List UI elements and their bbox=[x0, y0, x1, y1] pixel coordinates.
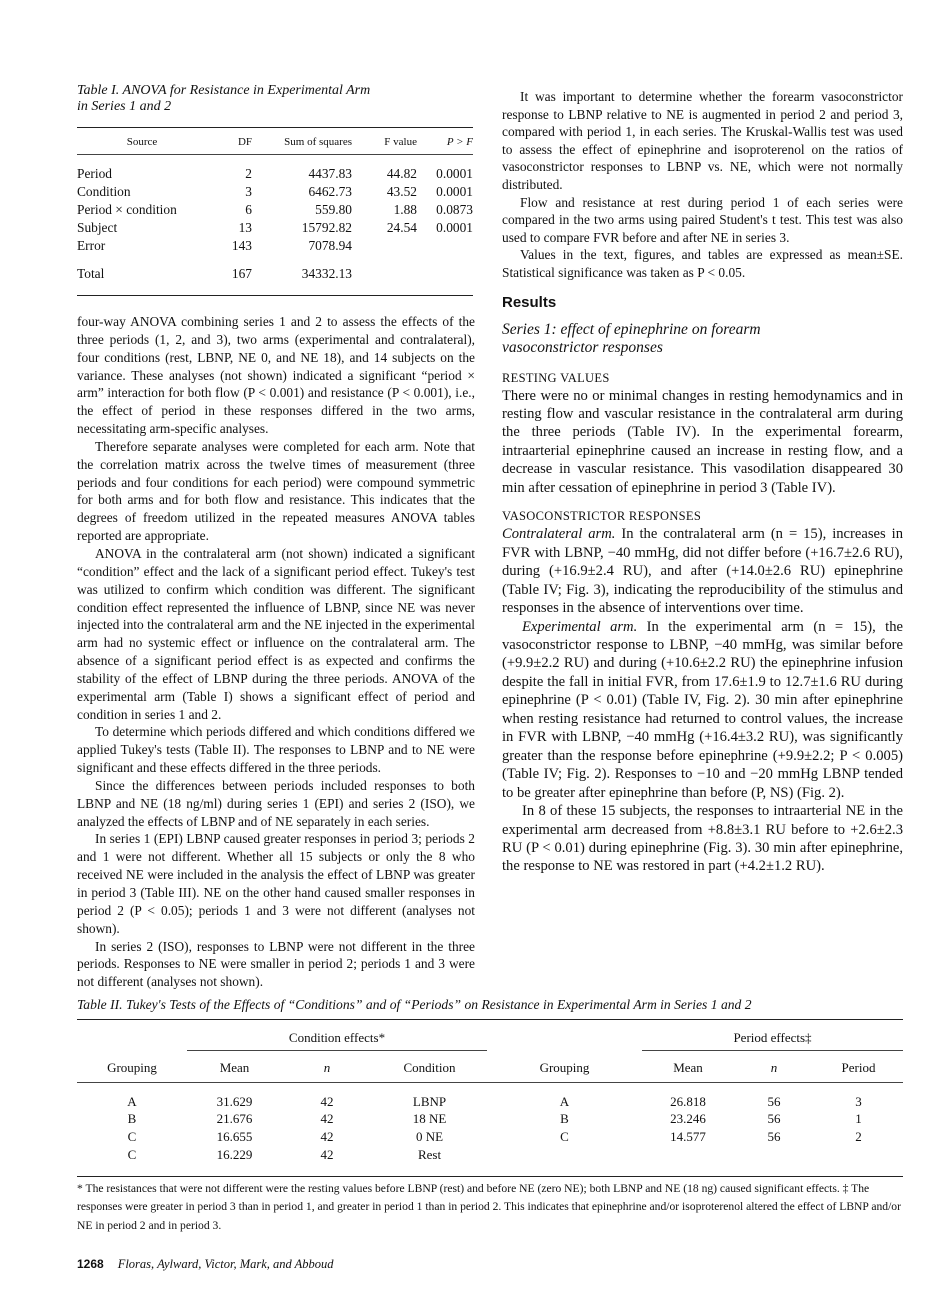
resting-values-heading: RESTING VALUES bbox=[502, 370, 610, 385]
paragraph: Values in the text, figures, and tables are expressed as mean±SE. Statistical significance was taken as P < 0.05. bbox=[502, 247, 903, 280]
table1-header: Source bbox=[77, 128, 207, 155]
table2 bbox=[77, 1019, 903, 1177]
resting-values-text: There were no or minimal changes in resting hemodynamics and in resting flow and vascular resistance in the contralateral arm during the three periods (Table IV). In the experimental forearm, intraarterial epinephrine caused an increase in resting flow, and a decrease in vascular resistance. This vasodilation disappeared 30 min after cessation of epinephrine in period 3 (Table IV). bbox=[502, 387, 903, 496]
table1-header: Sum of squares bbox=[252, 128, 352, 155]
table-row: A 31.629 42 LBNP A 26.818 56 3 bbox=[127, 1093, 862, 1109]
results-heading: Results bbox=[502, 293, 557, 311]
table-row: Error 143 7078.94 bbox=[77, 238, 352, 253]
table1-header: DF bbox=[207, 128, 252, 155]
paragraph: In series 2 (ISO), responses to LBNP were not different in the three periods. Responses to NE were smaller in period 2; periods 1 and 3 were not different (analyses not shown). bbox=[77, 938, 475, 990]
vasoconstrictor-heading: VASOCONSTRICTOR RESPONSES bbox=[502, 509, 702, 524]
paragraph: It was important to determine whether the forearm vasoconstrictor response to LBNP relative to NE is augmented in period 2 and period 3, compared with period 1, in each series. The Kruskal-Wallis test was used to assess the effect of epinephrine and isoproterenol on the ratios of vasoconstrictor responses to LBNP vs. NE, which were not normally distributed. bbox=[502, 89, 903, 192]
ne-paragraph: In 8 of these 15 subjects, the responses to intraarterial NE in the experimental arm decreased from +8.8±3.1 RU before to +2.6±2.3 RU (P < 0.01) during epinephrine (Fig. 3). 30 min after epinephrine, the response to NE was restored in part (+4.2±1.2 RU). bbox=[502, 803, 903, 875]
table2-block bbox=[77, 997, 903, 1235]
table-row: C 16.229 42 Rest bbox=[127, 1146, 442, 1162]
contralateral-paragraph: Contralateral arm. In the contralateral arm (n = 15), increases in FVR with LBNP, −40 mmHg, did not differ before (+16.7±2.6 RU), during (+16.9±2.4 RU), and after (+14.0±2.6 RU) epinephrine (Table IV; Fig. 3), indicating the reproducibility of the stimulus and responses in the absence of interventions over time. bbox=[502, 526, 903, 617]
paragraph: In series 1 (EPI) LBNP caused greater responses in period 3; periods 2 and 1 were not different. Whether all 15 subjects or only the 8 who received NE were included in the analysis the effect of LBNP was greater in period 3 (Table III). NE on the other hand caused smaller responses in period 2 (P < 0.05); periods 1 and 3 were not different (analyses not shown). bbox=[77, 831, 475, 936]
table1-header: F value bbox=[352, 128, 417, 155]
table-row: B 21.676 42 18 NE B 23.246 56 1 bbox=[127, 1111, 862, 1127]
table-total-row: Total 167 34332.13 bbox=[77, 266, 352, 281]
period-effects-label: Period effects‡ bbox=[642, 1020, 903, 1051]
table1-header-row bbox=[77, 128, 473, 155]
table1 bbox=[77, 127, 473, 296]
two-column-body bbox=[77, 83, 903, 991]
table1-caption: Table I. ANOVA for Resistance in Experimental Arm in Series 1 and 2 bbox=[77, 83, 371, 114]
left-column bbox=[77, 83, 475, 991]
table-row: Period × condition 6 559.80 1.88 0.0873 bbox=[77, 202, 473, 217]
table1-header: P > F bbox=[417, 128, 473, 155]
table-row: Subject 13 15792.82 24.54 0.0001 bbox=[77, 220, 473, 235]
table-row: Condition 3 6462.73 43.52 0.0001 bbox=[77, 184, 473, 199]
right-column-methods-text bbox=[502, 88, 903, 282]
condition-effects-label: Condition effects* bbox=[187, 1020, 487, 1051]
table2-footnote: * The resistances that were not different were the resting values before LBNP (rest) and before NE (zero NE); both LBNP and NE (18 ng) caused significant effects. ‡ The responses were greater in period 3 than in period 1, and greater in period 1 than in period 2. This indicates that epinephrine and/or isoproterenol altered the effect of LBNP and/or NE in period 2 and in period 3. bbox=[77, 1181, 901, 1232]
right-column bbox=[502, 83, 903, 876]
paragraph: ANOVA in the contralateral arm (not shown) indicated a significant “condition” effect and the lack of a significant period effect. Tukey's test was utilized to confirm which condition was different. The significant condition effect represented the influence of LBNP, since NE was never injected into the contralateral arm and the NE injected in the experimental arm had no systemic effect or influence on the contralateral arm. The absence of a significant period effect is as expected and confirms the stability of the effect of LBNP during the three periods. ANOVA of the experimental arm (Table I) shows a significant effect of period and condition in series 1 and 2. bbox=[77, 545, 475, 722]
vasoconstrictor-text bbox=[502, 525, 903, 876]
table2-caption: Table II. Tukey's Tests of the Effects of “Conditions” and of “Periods” on Resistance in Experimental Arm in Series 1 and 2 bbox=[77, 997, 752, 1013]
table-row: Period 2 4437.83 44.82 0.0001 bbox=[77, 166, 473, 181]
page-footer bbox=[77, 1257, 903, 1292]
series1-heading: Series 1: effect of epinephrine on forearm vasoconstrictor responses bbox=[502, 320, 761, 356]
paragraph: Since the differences between periods included responses to both LBNP and NE (18 ng/ml) during series 1 (EPI) and series 2 (ISO), we analyzed the effects of LBNP and of NE separately in each series. bbox=[77, 777, 475, 829]
table2-group-row bbox=[77, 1020, 903, 1051]
paragraph: Flow and resistance at rest during period 1 of each series were compared in the two arms using paired Student's t test. This test was also used to compare FVR before and after NE in series 3. bbox=[502, 194, 903, 245]
paragraph: To determine which periods differed and which conditions differed we applied Tukey's tests (Table II). The responses to LBNP and to NE were significant and these effects differed in the three periods. bbox=[77, 724, 475, 776]
paragraph: Therefore separate analyses were completed for each arm. Note that the correlation matrix across the twelve times of measurement (three periods and four conditions for each period) were compound symmetric for both arms and for both flow and resistance. This indicates that the degrees of freedom utilized in the repeated measures ANOVA tables reported are appropriate. bbox=[77, 438, 475, 544]
left-column-text bbox=[77, 313, 475, 991]
running-authors: Floras, Aylward, Victor, Mark, and Abboud bbox=[117, 1257, 334, 1272]
paragraph: four-way ANOVA combining series 1 and 2 to assess the effects of the three periods (1, 2, and 3), two arms (experimental and contralateral), four conditions (rest, LBNP, NE 0, and NE 18), and 14 subjects on the variance. These analyses (not shown) indicated a significant “period × arm” interaction for both flow (P < 0.001) and resistance (P < 0.001), i.e., the effect of period in these responses differed in the two arms, necessitating arm-specific analyses. bbox=[77, 314, 475, 437]
page-number: 1268 bbox=[77, 1257, 104, 1272]
table2-header-row: Grouping Mean n Condition Grouping Mean n Period bbox=[77, 1050, 903, 1082]
experimental-paragraph: Experimental arm. In the experimental arm (n = 15), the vasoconstrictor response to LBNP, −40 mmHg, was similar before (+9.9±2.2 RU) and during (+10.6±2.2 RU) the epinephrine infusion despite the fall in initial FVR, from 17.6±1.9 to 12.7±1.6 RU during epinephrine (P < 0.01) (Table IV, Fig. 2). 30 min after epinephrine when resting resistance had returned to control values, the increase in FVR with LBNP, −40 mmHg (+16.4±3.2 RU), was significantly greater than the response before epinephrine (+9.9±2.2; P < 0.005) (Table IV; Fig. 2). Responses to −10 and −20 mmHg LBNP tended to be greater after epinephrine than before (P, NS) (Fig. 2). bbox=[502, 618, 903, 801]
table-row: C 16.655 42 0 NE C 14.577 56 2 bbox=[127, 1129, 862, 1145]
